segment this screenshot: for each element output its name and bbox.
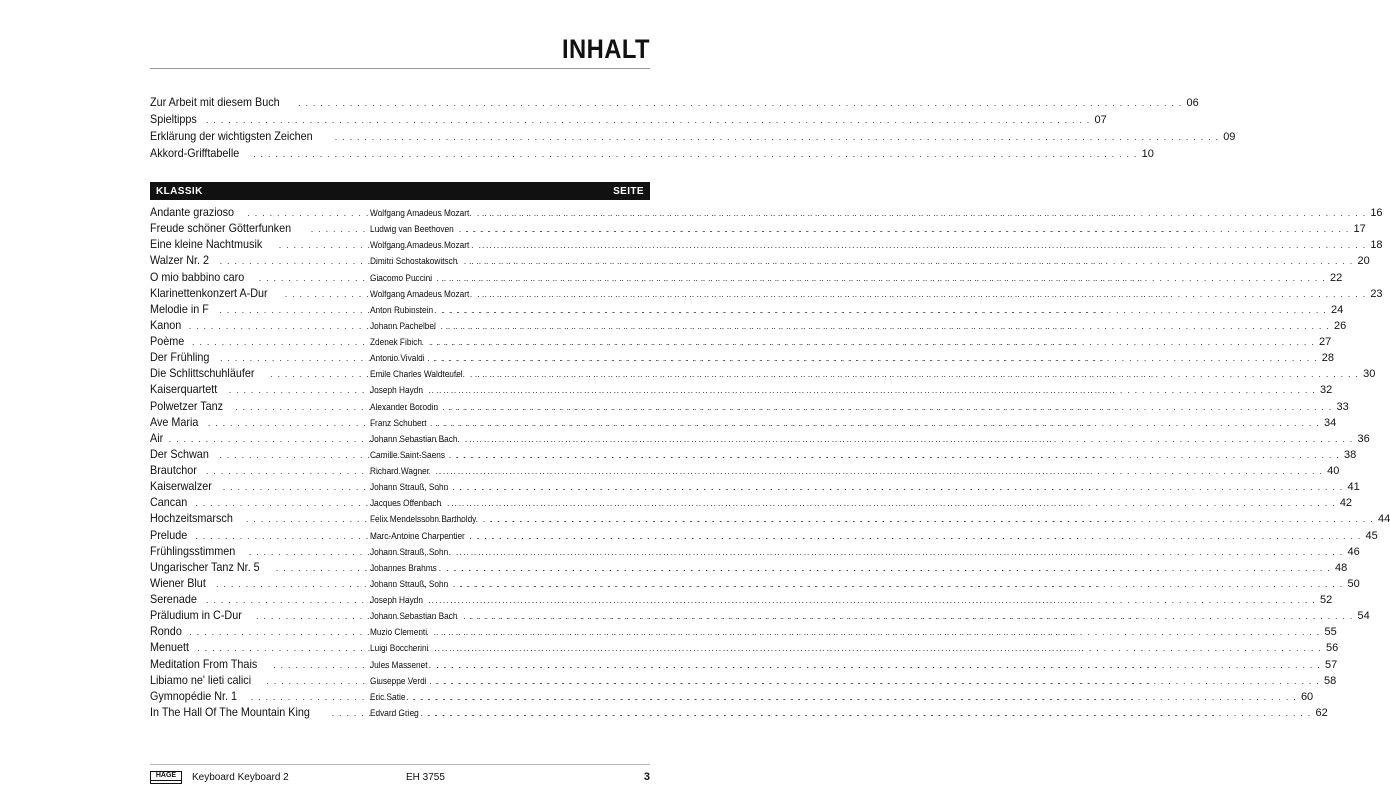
leader-dots (442, 273, 1326, 283)
entry-composer: Marc-Antoine Charpentier (370, 530, 465, 541)
publisher-logo-text: HAGE (155, 772, 177, 779)
intro-item-title: Akkord-Grifftabelle (150, 146, 240, 160)
entry-title-column (150, 447, 366, 461)
entry-page: 41 (1347, 481, 1360, 494)
entry-composer: Zdenek Fibich (370, 337, 423, 347)
entry-composer-column (366, 418, 1324, 428)
entry-title-column (150, 399, 366, 413)
entry-composer: Joseph Haydn (370, 595, 423, 605)
entry-page: 26 (1333, 319, 1347, 332)
intro-item[interactable] (150, 146, 1154, 163)
entry-title-column (150, 237, 366, 251)
entry-title: Kanon (150, 317, 182, 332)
entry-title: Andante grazioso (150, 205, 235, 219)
entry-title-column (150, 560, 366, 574)
entry-page: 58 (1323, 674, 1337, 687)
leader-dots (456, 450, 1340, 460)
entry-composer-column (366, 321, 1334, 331)
leader-dots (451, 498, 1335, 508)
entry-title: Brautchor (150, 463, 197, 477)
leader-dots (482, 289, 1366, 299)
list-item[interactable] (150, 366, 1376, 382)
entry-page: 22 (1329, 271, 1343, 284)
leader-dots (469, 256, 1353, 266)
entry-title: Rondo (150, 624, 182, 639)
intro-item[interactable] (150, 112, 1107, 129)
leader-dots (436, 627, 1320, 637)
list-item[interactable] (150, 317, 1347, 334)
list-item[interactable] (150, 624, 1337, 640)
entry-title: Libiamo ne' lieti calici (150, 672, 252, 687)
entry-page: 16 (1370, 207, 1383, 219)
entry-composer: Wolfgang Amadeus Mozart (370, 240, 470, 251)
entry-title-column (150, 318, 366, 332)
page-footer (150, 771, 650, 787)
entry-page: 17 (1353, 223, 1366, 236)
entry-composer: Giuseppe Verdi (370, 675, 427, 686)
publisher-logo (150, 771, 182, 784)
intro-item-page: 06 (1186, 97, 1199, 109)
entry-composer: Franz Schubert (370, 417, 427, 428)
entry-title-column (150, 528, 366, 542)
leader-dots (459, 547, 1343, 557)
list-item[interactable] (150, 446, 1357, 463)
list-item[interactable] (150, 382, 1333, 398)
entry-composer-column (366, 208, 1370, 218)
list-item[interactable] (150, 688, 1314, 705)
entry-composer-column (366, 579, 1347, 589)
entry-page: 45 (1365, 529, 1378, 542)
edition-code: EH 3755 (406, 772, 445, 783)
leader-dots (475, 369, 1359, 379)
entry-title: Air (150, 430, 164, 445)
entry-composer: Emile Charles Waldteufel (370, 369, 463, 380)
leader-dots (469, 611, 1353, 621)
entry-title: Freude schöner Götterfunken (150, 221, 292, 236)
entry-composer-column (366, 531, 1365, 541)
entry-title-column (150, 463, 366, 477)
entry-title: Kaiserquartett (150, 382, 218, 397)
page-number: 3 (643, 771, 650, 783)
entry-composer-column (366, 240, 1370, 250)
entry-title: Die Schlittschuhläufer (150, 366, 255, 381)
entry-page: 48 (1334, 561, 1348, 574)
list-item[interactable] (150, 398, 1349, 415)
entry-title: Kaiserwalzer (150, 479, 212, 494)
leader-dots (432, 385, 1316, 395)
leader-dots (427, 708, 1311, 718)
entry-title-column (150, 624, 366, 638)
entry-composer: Wolfgang Amadeus Mozart (370, 208, 470, 218)
entry-title: Der Schwan (150, 446, 209, 461)
entry-composer-column (366, 402, 1336, 412)
entry-title-column (150, 382, 366, 396)
entry-composer: Edvard Grieg (370, 707, 419, 718)
entry-title-column (150, 270, 366, 284)
entry-title-column (150, 221, 366, 235)
entry-title: O mio babbino caro (150, 269, 245, 284)
entry-composer-column (366, 224, 1354, 234)
entry-page: 36 (1357, 432, 1370, 445)
entry-title-column (150, 302, 366, 316)
entry-page: 33 (1336, 400, 1349, 413)
entry-page: 30 (1363, 368, 1376, 381)
leader-dots (459, 482, 1343, 492)
leader-dots (431, 337, 1315, 347)
entry-title-column (150, 576, 366, 590)
entry-title-column (150, 689, 366, 703)
page-column-header: SEITE (613, 185, 644, 197)
entry-page: 32 (1319, 384, 1333, 397)
entry-title-column (150, 334, 366, 348)
entry-composer: Johann Strauß, Sohn (370, 578, 449, 589)
entry-title-column (150, 592, 366, 606)
entry-page: 34 (1323, 416, 1337, 429)
list-item[interactable] (150, 430, 1370, 447)
leader-dots (477, 531, 1361, 541)
leader-dots (482, 240, 1366, 250)
entry-composer: Johannes Brahms (370, 562, 437, 573)
list-item[interactable] (150, 253, 1370, 269)
entry-page: 52 (1319, 594, 1333, 606)
list-item[interactable] (150, 350, 1335, 366)
entry-composer: Johann Sebastian Bach (370, 611, 458, 622)
entry-page: 46 (1347, 545, 1360, 558)
entry-title: Serenade (150, 592, 197, 606)
leader-dots (469, 434, 1353, 444)
entry-page: 38 (1343, 448, 1357, 461)
entry-composer-column (366, 369, 1363, 379)
page-title: INHALT (562, 34, 650, 64)
section-label: KLASSIK (156, 185, 203, 197)
entry-title-column (150, 544, 366, 558)
entry-composer: Johann Pachelbel (370, 320, 436, 331)
entry-composer-column (366, 353, 1322, 363)
entry-page: 18 (1370, 239, 1383, 252)
intro-item-title: Erklärung der wichtigsten Zeichen (150, 129, 313, 143)
entry-title: Ungarischer Tanz Nr. 5 (150, 559, 260, 574)
entry-composer-column (366, 466, 1327, 476)
list-item[interactable] (150, 704, 1328, 721)
leader-dots (448, 402, 1332, 412)
leader-dots (436, 418, 1320, 428)
entry-composer: Eric Satie (370, 691, 406, 702)
entry-composer-column (366, 256, 1357, 266)
entry-composer: Jacques Offenbach (370, 498, 442, 509)
intro-item-page: 07 (1094, 114, 1107, 126)
leader-dots (413, 692, 1297, 702)
list-item[interactable] (150, 414, 1337, 431)
entry-title-column (150, 608, 366, 622)
section-header (150, 182, 650, 200)
list-item[interactable] (150, 656, 1338, 673)
leader-dots (465, 224, 1349, 234)
entry-title: Poème (150, 334, 185, 348)
entry-title: Hochzeitsmarsch (150, 511, 233, 526)
leader-dots (253, 149, 1137, 159)
entry-composer: Giacomo Puccini (370, 272, 433, 283)
list-item[interactable] (150, 301, 1344, 318)
entry-composer-column (366, 676, 1324, 686)
entry-composer-column (366, 595, 1320, 605)
leader-dots (439, 466, 1323, 476)
entry-composer-column (366, 660, 1325, 670)
entry-title-column (150, 673, 366, 687)
list-item[interactable] (150, 592, 1333, 608)
entry-page: 60 (1300, 690, 1314, 703)
entry-composer-column (366, 708, 1315, 718)
leader-dots (438, 643, 1322, 653)
entry-composer-column (366, 643, 1326, 653)
footer-rule (150, 764, 650, 765)
intro-item-page: 10 (1141, 148, 1154, 160)
entry-composer-column (366, 337, 1319, 347)
entry-title-column (150, 253, 366, 267)
entry-page: 55 (1324, 626, 1337, 639)
entry-page: 23 (1370, 287, 1383, 300)
leader-dots (298, 98, 1182, 108)
entry-title: Klarinettenkonzert A-Dur (150, 285, 268, 300)
list-item[interactable] (150, 205, 1383, 221)
leader-dots (446, 321, 1330, 331)
entry-title-column (150, 511, 366, 525)
entry-page: 42 (1339, 497, 1353, 510)
list-item[interactable] (150, 559, 1348, 576)
entry-composer: Johann Strauß, Sohn (370, 546, 449, 557)
entry-composer-column (366, 498, 1340, 508)
entry-composer: Joseph Haydn (370, 385, 423, 396)
list-item[interactable] (150, 672, 1337, 689)
entry-composer-column (366, 547, 1347, 557)
entry-composer: Luigi Boccherini (370, 643, 429, 654)
list-item[interactable] (150, 221, 1366, 237)
entry-page: 44 (1377, 513, 1390, 526)
entry-composer: Felix Mendelssohn Bartholdy (370, 514, 477, 525)
entry-title-column (150, 286, 366, 300)
entry-composer: Ludwig van Beethoven (370, 224, 454, 235)
leader-dots (447, 563, 1331, 573)
entry-title-column (150, 366, 366, 380)
entry-composer-column (366, 692, 1301, 702)
leader-dots (490, 514, 1374, 524)
entry-composer-column (366, 385, 1320, 395)
entry-composer-column (366, 434, 1358, 444)
entry-page: 20 (1357, 255, 1370, 268)
entry-page: 54 (1357, 610, 1370, 623)
entry-composer-column (366, 514, 1378, 524)
entry-title: Walzer Nr. 2 (150, 253, 210, 268)
list-item[interactable] (150, 237, 1383, 253)
entry-title: Der Frühling (150, 350, 210, 365)
entry-page: 50 (1347, 577, 1360, 590)
list-item[interactable] (150, 511, 1390, 527)
leader-dots (335, 132, 1219, 142)
entry-title: Frühlingsstimmen (150, 543, 236, 558)
entry-composer-column (366, 563, 1335, 573)
entry-composer-column (366, 611, 1358, 621)
entry-composer: Antonio Vivaldi (370, 353, 425, 364)
intro-item-title: Zur Arbeit mit diesem Buch (150, 95, 280, 109)
list-item[interactable] (150, 527, 1378, 544)
entry-title: In The Hall Of The Mountain King (150, 704, 310, 719)
entry-page: 56 (1325, 642, 1339, 655)
entry-composer: Alexander Borodin (370, 401, 439, 412)
leader-dots (437, 660, 1321, 670)
entry-composer-column (366, 289, 1370, 299)
leader-dots (206, 115, 1090, 125)
entry-composer-column (366, 450, 1344, 460)
entry-title: Präludium in C-Dur (150, 608, 242, 623)
entry-composer: Jules Massenet (370, 659, 428, 670)
entry-title: Eine kleine Nachtmusik (150, 237, 263, 252)
entry-page: 57 (1324, 658, 1338, 671)
entry-page: 40 (1327, 465, 1340, 477)
entry-composer: Muzio Clementi (370, 627, 428, 638)
intro-list (150, 95, 1236, 163)
entry-composer: Johann Sebastian Bach (370, 433, 458, 444)
entry-title-column (150, 479, 366, 493)
entry-title: Gymnopédie Nr. 1 (150, 688, 238, 703)
entry-composer: Wolfgang Amadeus Mozart (370, 288, 470, 299)
entry-title-column (150, 431, 366, 445)
contents-list (150, 205, 1390, 721)
list-item[interactable] (150, 463, 1340, 479)
entry-title: Wiener Blut (150, 575, 206, 590)
entry-title: Melodie in F (150, 301, 209, 316)
list-item[interactable] (150, 479, 1360, 495)
entry-title: Prelude (150, 527, 188, 542)
intro-item-page: 09 (1223, 131, 1236, 143)
entry-composer: Camille Saint-Saens (370, 449, 446, 460)
intro-item[interactable] (150, 95, 1199, 112)
list-item[interactable] (150, 269, 1343, 286)
entry-title: Polwetzer Tanz (150, 398, 224, 413)
entry-title: Cancan (150, 495, 188, 510)
leader-dots (432, 595, 1316, 605)
entry-page: 28 (1321, 352, 1335, 365)
list-item[interactable] (150, 285, 1383, 302)
book-title: Keyboard Keyboard 2 (192, 772, 289, 783)
list-item[interactable] (150, 640, 1339, 656)
entry-title: Ave Maria (150, 414, 199, 429)
list-item[interactable] (150, 334, 1332, 350)
list-item[interactable] (150, 608, 1370, 624)
entry-page: 24 (1330, 303, 1344, 316)
entry-composer-column (366, 482, 1347, 492)
entry-title-column (150, 350, 366, 364)
entry-title: Meditation From Thais (150, 656, 258, 671)
intro-item[interactable] (150, 129, 1236, 146)
entry-composer: Anton Rubinstein (370, 304, 434, 315)
entry-composer: Johann Strauß, Sohn (370, 482, 449, 493)
leader-dots (459, 579, 1343, 589)
leader-dots (436, 676, 1320, 686)
entry-title-column (150, 495, 366, 509)
entry-composer-column (366, 273, 1330, 283)
leader-dots (433, 353, 1317, 363)
entry-title-column (150, 415, 366, 429)
entry-page: 62 (1315, 706, 1328, 719)
leader-dots (443, 305, 1327, 315)
leader-dots (482, 208, 1366, 218)
entry-composer-column (366, 627, 1324, 637)
entry-title: Menuett (150, 640, 190, 655)
intro-item-title: Spieltipps (150, 112, 197, 126)
list-item[interactable] (150, 543, 1360, 560)
list-item[interactable] (150, 575, 1360, 592)
list-item[interactable] (150, 495, 1353, 511)
entry-title-column (150, 640, 366, 654)
entry-composer: Richard Wagner (370, 466, 430, 476)
entry-composer-column (366, 305, 1331, 315)
entry-page: 27 (1318, 336, 1332, 348)
title-rule (150, 68, 650, 69)
entry-composer: Dimitri Schostakowitsch (370, 256, 458, 267)
entry-title-column (150, 657, 366, 671)
entry-title-column (150, 705, 366, 719)
entry-title-column (150, 205, 366, 219)
